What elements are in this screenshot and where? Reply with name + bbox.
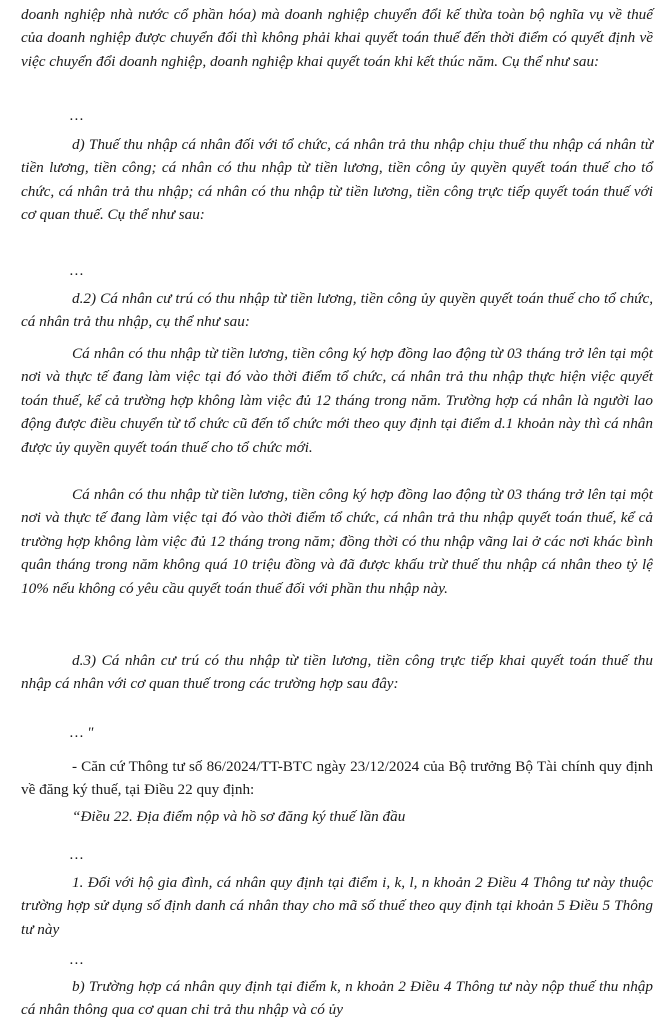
ellipsis: … <box>70 847 84 863</box>
ellipsis-quote-end: … " <box>70 725 94 741</box>
paragraph-d3: d.3) Cá nhân cư trú có thu nhập từ tiền lương, tiền công trực tiếp khai quyết toán thuế thu nhập cá nhân với cơ quan thuế trong các trường hợp sau đây: <box>21 652 653 693</box>
ellipsis: … <box>70 263 84 279</box>
paragraph-clause-1: 1. Đối với hộ gia đình, cá nhân quy định tại điểm i, k, l, n khoản 2 Điều 4 Thông tư này thuộc trường hợp sử dụng số định danh cá nhân thay cho mã số thuế theo quy định tại khoản 5 Điều 5 Thông tư này <box>21 874 653 938</box>
ellipsis: … <box>70 952 84 968</box>
ellipsis: … <box>70 108 84 124</box>
paragraph-d2-case1: Cá nhân có thu nhập từ tiền lương, tiền công ký hợp đồng lao động từ 03 tháng trở lên tại một nơi và thực tế đang làm việc tại đó vào thời điểm tổ chức, cá nhân trả thu nhập thực hiện việc quyết toán thuế, kể cả trường hợp không làm việc đủ 12 tháng trong năm. Trường hợp cá nhân là người lao động được điều chuyển từ tổ chức cũ đến tổ chức mới theo quy định tại điểm d.1 khoản này thì cá nhân được ủy quyền quyết toán thuế cho tổ chức mới. <box>21 345 653 456</box>
paragraph-article-22-title: “Điều 22. Địa điểm nộp và hồ sơ đăng ký thuế lần đầu <box>72 808 406 825</box>
paragraph-d: d) Thuế thu nhập cá nhân đối với tổ chức, cá nhân trả thu nhập chịu thuế thu nhập cá nhân từ tiền lương, tiền công; cá nhân có thu nhập từ tiền lương, tiền công ủy quyền quyết toán thuế cho tổ chức, cá nhân trả thu nhập; cá nhân có thu nhập từ tiền lương, tiền công trực tiếp quyết toán thuế với cơ quan thuế. Cụ thể như sau: <box>21 136 653 224</box>
paragraph-point-b: b) Trường hợp cá nhân quy định tại điểm k, n khoản 2 Điều 4 Thông tư này nộp thuế thu nhập cá nhân thông qua cơ quan chi trả thu nhập và có ủy <box>21 978 653 1019</box>
paragraph-d2: d.2) Cá nhân cư trú có thu nhập từ tiền lương, tiền công ủy quyền quyết toán thuế cho tổ chức, cá nhân trả thu nhập, cụ thể như sau: <box>21 290 653 331</box>
paragraph-circular-86: - Căn cứ Thông tư số 86/2024/TT-BTC ngày 23/12/2024 của Bộ trưởng Bộ Tài chính quy định về đăng ký thuế, tại Điều 22 quy định: <box>21 758 653 799</box>
paragraph-intro: doanh nghiệp nhà nước cổ phần hóa) mà doanh nghiệp chuyển đổi kế thừa toàn bộ nghĩa vụ về thuế của doanh nghiệp được chuyển đổi thì không phải khai quyết toán thuế đến thời điểm có quyết định về việc chuyển đổi doanh nghiệp, doanh nghiệp khai quyết toán khi kết thúc năm. Cụ thể như sau: <box>21 6 653 70</box>
paragraph-d2-case2: Cá nhân có thu nhập từ tiền lương, tiền công ký hợp đồng lao động từ 03 tháng trở lên tại một nơi và thực tế đang làm việc tại đó vào thời điểm tổ chức, cá nhân trả thu nhập quyết toán thuế, kể cả trường hợp không làm việc đủ 12 tháng trong năm; đồng thời có thu nhập vãng lai ở các nơi khác bình quân tháng trong năm không quá 10 triệu đồng và đã được khấu trừ thuế thu nhập cá nhân theo tỷ lệ 10% nếu không có yêu cầu quyết toán thuế đối với phần thu nhập này. <box>21 486 653 597</box>
